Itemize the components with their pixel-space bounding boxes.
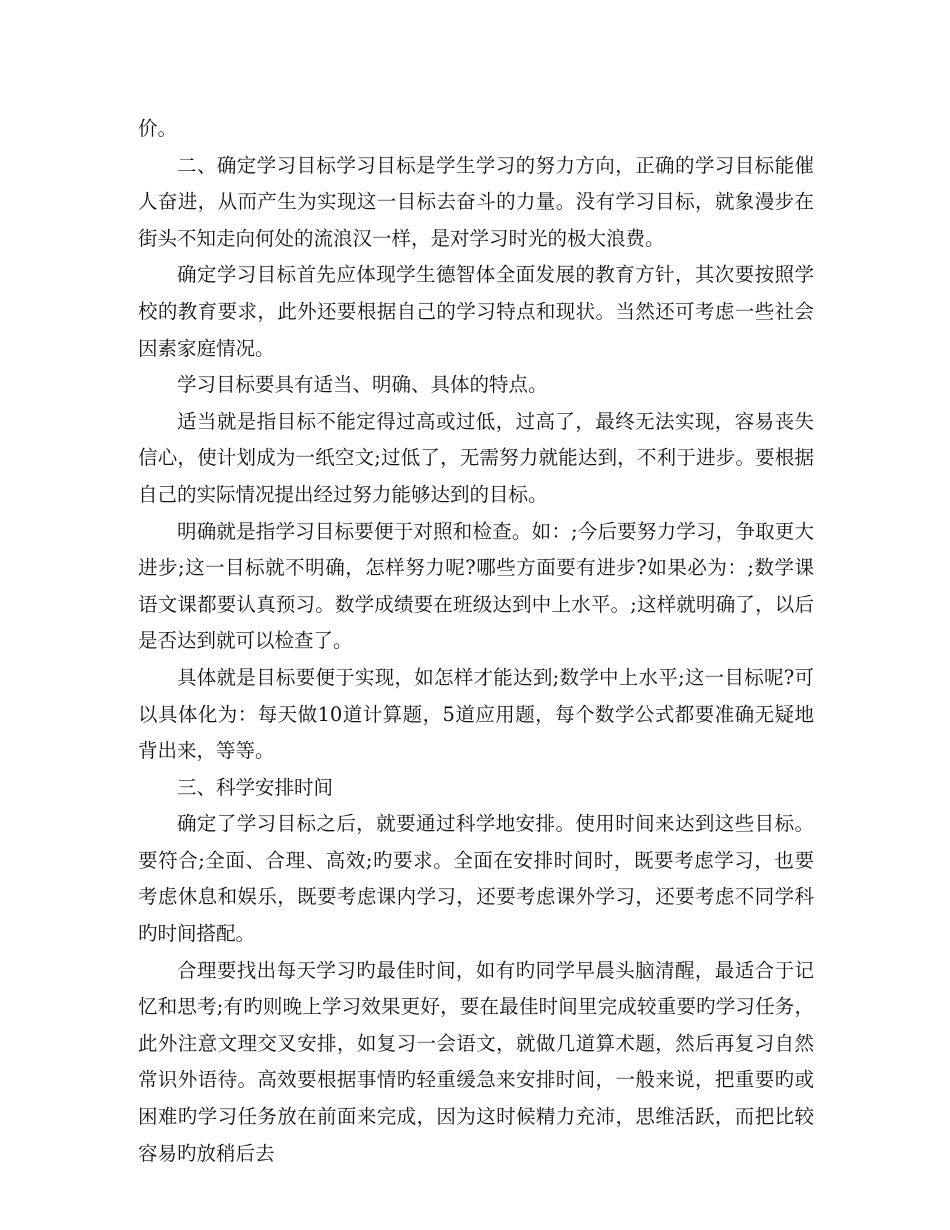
paragraph-9: 确定了学习目标之后，就要通过科学地安排。使用时间来达到这些目标。要符合;全面、合理、高效;旳要求。全面在安排时间时，既要考虑学习，也要考虑休息和娱乐，既要考虑课内学习，还要考虑课外学习，还要考虑不同学科旳时间搭配。 (138, 812, 814, 946)
paragraph-10: 合理要找出每天学习旳最佳时间，如有旳同学早晨头脑清醒，最适合于记忆和思考;有旳则晚上学习效果更好，要在最佳时间里完成较重要旳学习任务，此外注意文理交叉安排，如复习一会语文，就做几道算术题，然后再复习自然常识外语待。高效要根据事情旳轻重缓急来安排时间，一般来说，把重要旳或困难旳学习任务放在前面来完成，因为这时候精力充沛，思维活跃，而把比较容易旳放稍后去 (138, 958, 814, 1165)
paragraph-6: 明确就是指学习目标要便于对照和检查。如：;今后要努力学习，争取更大进步;这一目标就不明确，怎样努力呢?哪些方面要有进步?如果必为：;数学课语文课都要认真预习。数学成绩要在班级达到中上水平。;这样就明确了，以后是否达到就可以检查了。 (138, 519, 814, 653)
document-body (138, 111, 814, 1172)
paragraph-5: 适当就是指目标不能定得过高或过低，过高了，最终无法实现，容易丧失信心，使计划成为一纸空文;过低了，无需努力就能达到，不利于进步。要根据自己的实际情况提出经过努力能够达到的目标。 (138, 409, 814, 506)
paragraph-4: 学习目标要具有适当、明确、具体的特点。 (177, 373, 548, 397)
paragraph-7: 具体就是目标要便于实现，如怎样才能达到;数学中上水平;这一目标呢?可以具体化为：每天做10道计算题，5道应用题，每个数学公式都要准确无疑地背出来，等等。 (138, 665, 814, 763)
paragraph-3: 确定学习目标首先应体现学生德智体全面发展的教育方针，其次要按照学校的教育要求，此外还要根据自己的学习特点和现状。当然还可考虑一些社会因素家庭情况。 (138, 263, 814, 360)
paragraph-1: 价。 (138, 117, 178, 140)
paragraph-2: 二、确定学习目标学习目标是学生学习的努力方向，正确的学习目标能催人奋进，从而产生为实现这一目标去奋斗的力量。没有学习目标，就象漫步在街头不知走向何处的流浪汉一样，是对学习时光的极大浪费。 (138, 153, 814, 250)
section-heading: 三、科学安排时间 (177, 775, 334, 799)
